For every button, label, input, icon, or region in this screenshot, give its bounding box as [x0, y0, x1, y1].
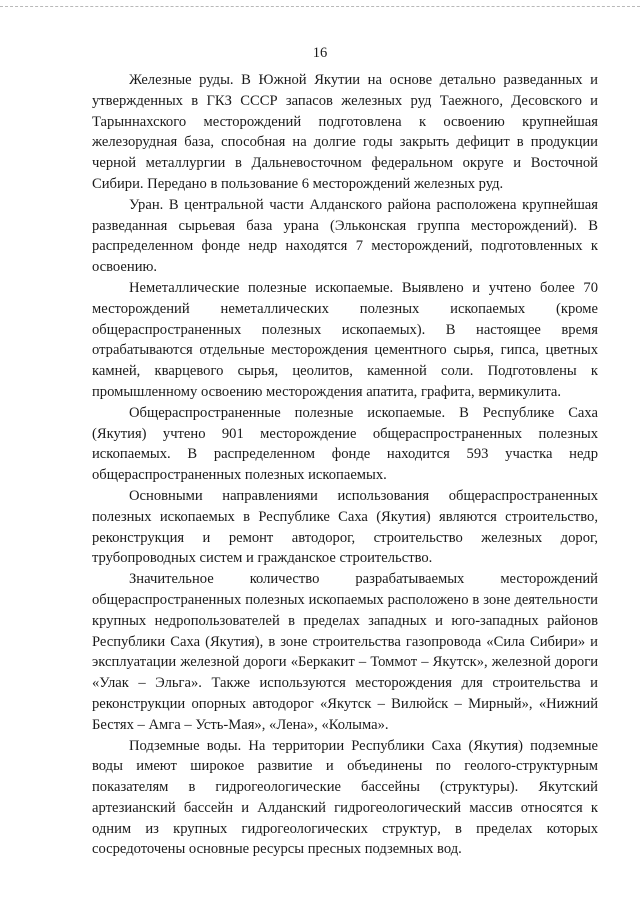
paragraph-nonmetallic-minerals: Неметаллические полезные ископаемые. Выявлено и учтено более 70 месторождений неметаллических полезных ископаемых (кроме общераспространенных полезных ископаемых). В настоящее время отрабатываются отдельные месторождения цементного сырья, гипса, цветных камней, кварцевого сырья, цеолитов, каменной соли. Подготовлены к промышленному освоению месторождения апатита, графита, вермикулита. — [92, 279, 598, 400]
paragraph-common-minerals: Общераспространенные полезные ископаемые. В Республике Саха (Якутия) учтено 901 месторождение общераспространенных полезных ископаемых. В распределенном фонде находится 593 участка недр общераспространенных полезных ископаемых. — [92, 404, 598, 484]
paragraph-usage-directions: Основными направлениями использования общераспространенных полезных ископаемых в Республике Саха (Якутия) являются строительство, реконструкция и ремонт автодорог, строительство железных дорог, трубопроводных систем и гражданское строительство. — [92, 487, 598, 567]
paragraph-uranium: Уран. В центральной части Алданского района расположена крупнейшая разведанная сырьевая база урана (Эльконская группа месторождений). В распределенном фонде недр находятся 7 месторождений, подготовленных к освоению. — [92, 196, 598, 276]
scan-edge-line — [0, 6, 640, 7]
paragraph-groundwater: Подземные воды. На территории Республики Саха (Якутия) подземные воды имеют широкое развитие и объединены по геолого-структурным показателям в гидрогеологические бассейны (структуры). Якутский артезианский бассейн и Алданский гидрогеологический массив относятся к одним из крупных гидрогеологических структур, в пределах которых сосредоточены основные ресурсы пресных подземных вод. — [92, 737, 598, 858]
page-number: 16 — [312, 45, 328, 61]
paragraph-iron-ores: Железные руды. В Южной Якутии на основе детально разведанных и утвержденных в ГКЗ СССР запасов железных руд Таежного, Десовского и Тарыннахского месторождений подготовлена к освоению крупнейшая железорудная база, способная на долгие годы закрыть дефицит в продукции черной металлургии в Дальневосточном федеральном округе и Восточной Сибири. Передано в пользование 6 месторождений железных руд. — [92, 72, 598, 192]
body-text — [92, 70, 598, 860]
paragraph-deposit-locations: Значительное количество разрабатываемых месторождений общераспространенных полезных ископаемых расположено в зоне деятельности крупных недропользователей в пределах западных и юго-западных районов Республики Саха (Якутия), в зоне строительства газопровода «Сила Сибири» и эксплуатации железной дороги «Беркакит – Томмот – Якутск», железной дороги «Улак – Эльга». Также используются месторождения для строительства и реконструкции опорных автодорог «Якутск – Вилюйск – Мирный», «Нижний Бестях – Амга – Усть-Мая», «Лена», «Колыма». — [92, 571, 598, 733]
